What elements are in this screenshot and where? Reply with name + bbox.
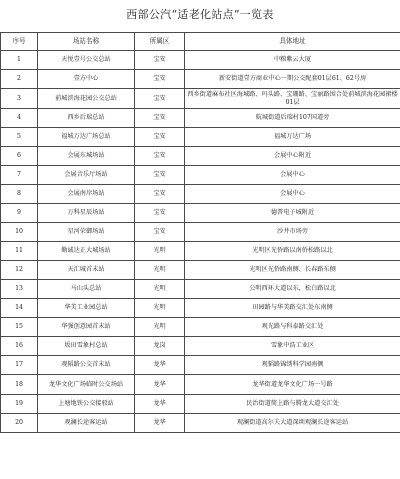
cell-district: 龙华 <box>135 356 185 375</box>
cell-station-name: 观澜长途客运站 <box>38 414 135 433</box>
cell-district: 光明 <box>135 261 185 280</box>
column-header-address: 具体地址 <box>185 33 400 51</box>
cell-no: 7 <box>1 166 38 185</box>
cell-station-name: 福城万达广场总站 <box>38 128 135 147</box>
cell-address: 龙华街道龙华文化广场一号路 <box>185 375 400 395</box>
cell-district: 宝安 <box>135 223 185 242</box>
cell-no: 13 <box>1 280 38 299</box>
cell-address: 福城万达广场 <box>185 128 400 147</box>
cell-address: 德普电子城附近 <box>185 204 400 223</box>
cell-station-name: 华强创意园首末站 <box>38 318 135 337</box>
cell-district: 宝安 <box>135 204 185 223</box>
cell-address: 民治街道简上路与腾龙大道交汇处 <box>185 395 400 414</box>
cell-district: 龙华 <box>135 414 185 433</box>
cell-no: 12 <box>1 261 38 280</box>
table-row <box>1 356 400 375</box>
cell-no: 2 <box>1 70 38 89</box>
cell-address: 新安街道壹方商业中心一期公交配套01层61、62号房 <box>185 70 400 89</box>
cell-address: 公明西环大道以东，松白路以北 <box>185 280 400 299</box>
cell-station-name: 上塘地铁公交接驳站 <box>38 395 135 414</box>
cell-station-name: 勤诚达正大城场站 <box>38 242 135 261</box>
cell-district: 宝安 <box>135 51 185 70</box>
cell-district: 光明 <box>135 242 185 261</box>
table-row <box>1 299 400 318</box>
table-body <box>1 51 400 433</box>
table-row <box>1 89 400 109</box>
column-header-name: 场站名称 <box>38 33 135 51</box>
cell-address: 观澜街道高尔夫大道深圳观澜长途客运站 <box>185 414 400 433</box>
cell-district: 宝安 <box>135 128 185 147</box>
cell-station-name: 星河荣御场站 <box>38 223 135 242</box>
cell-no: 1 <box>1 51 38 70</box>
table-row <box>1 128 400 147</box>
table-row <box>1 261 400 280</box>
table-row <box>1 185 400 204</box>
cell-no: 10 <box>1 223 38 242</box>
cell-no: 18 <box>1 375 38 395</box>
cell-no: 5 <box>1 128 38 147</box>
table-row <box>1 318 400 337</box>
stations-table <box>0 32 400 433</box>
cell-address: 光明区光侨路以南侨松路以北 <box>185 242 400 261</box>
cell-station-name: 天悦壹号公交总站 <box>38 51 135 70</box>
table-row <box>1 166 400 185</box>
cell-station-name: 龙华文化广场临时公交场站 <box>38 375 135 395</box>
cell-address: 光明区光侨路南侧、长春路东侧 <box>185 261 400 280</box>
cell-address: 沙井市场旁 <box>185 223 400 242</box>
table-row <box>1 414 400 433</box>
cell-station-name: 坂田雪象村总站 <box>38 337 135 356</box>
cell-no: 17 <box>1 356 38 375</box>
cell-station-name: 天汇城首末站 <box>38 261 135 280</box>
cell-station-name: 前城滨海花园公交总站 <box>38 89 135 109</box>
cell-no: 11 <box>1 242 38 261</box>
table-row <box>1 395 400 414</box>
cell-address: 观光路与科泰路交汇处 <box>185 318 400 337</box>
cell-station-name: 万科星辰场站 <box>38 204 135 223</box>
table-row <box>1 242 400 261</box>
cell-district: 龙华 <box>135 375 185 395</box>
cell-address: 雪象中浩工业区 <box>185 337 400 356</box>
cell-district: 龙华 <box>135 395 185 414</box>
cell-station-name: 会展音乐厅场站 <box>38 166 135 185</box>
cell-station-name: 华美工业园总站 <box>38 299 135 318</box>
table-row <box>1 375 400 395</box>
cell-station-name: 西乡后瑞总站 <box>38 109 135 128</box>
table-row <box>1 280 400 299</box>
cell-address: 田园路与华美路交汇处东南侧 <box>185 299 400 318</box>
cell-no: 6 <box>1 147 38 166</box>
cell-district: 宝安 <box>135 89 185 109</box>
cell-district: 光明 <box>135 280 185 299</box>
cell-address: 会展中心附近 <box>185 147 400 166</box>
table-row <box>1 337 400 356</box>
cell-district: 宝安 <box>135 185 185 204</box>
cell-no: 3 <box>1 89 38 109</box>
cell-no: 19 <box>1 395 38 414</box>
table-row <box>1 204 400 223</box>
table-row <box>1 147 400 166</box>
cell-no: 15 <box>1 318 38 337</box>
cell-address: 中粮紫云大厦 <box>185 51 400 70</box>
table-row <box>1 223 400 242</box>
cell-station-name: 会展东城场站 <box>38 147 135 166</box>
cell-no: 20 <box>1 414 38 433</box>
table-row <box>1 70 400 89</box>
cell-district: 宝安 <box>135 70 185 89</box>
cell-station-name: 壹方中心 <box>38 70 135 89</box>
table-header-row <box>1 33 400 51</box>
cell-address: 会展中心 <box>185 185 400 204</box>
cell-district: 宝安 <box>135 147 185 166</box>
cell-station-name: 马山头总站 <box>38 280 135 299</box>
cell-station-name: 观韬路公交首末站 <box>38 356 135 375</box>
cell-district: 宝安 <box>135 109 185 128</box>
cell-no: 4 <box>1 109 38 128</box>
cell-address: 观韬路锦绣科学园南侧 <box>185 356 400 375</box>
cell-district: 宝安 <box>135 166 185 185</box>
cell-no: 16 <box>1 337 38 356</box>
cell-address: 会展中心 <box>185 166 400 185</box>
table-row <box>1 109 400 128</box>
cell-district: 光明 <box>135 299 185 318</box>
column-header-district: 所属区 <box>135 33 185 51</box>
cell-district: 光明 <box>135 318 185 337</box>
cell-district: 龙岗 <box>135 337 185 356</box>
cell-no: 9 <box>1 204 38 223</box>
cell-address: 航城街道后瑞村107国道旁 <box>185 109 400 128</box>
cell-station-name: 会展南岸场站 <box>38 185 135 204</box>
cell-no: 14 <box>1 299 38 318</box>
document-title: 西部公汽“适老化站点”一览表 <box>126 8 274 21</box>
table-row <box>1 51 400 70</box>
cell-no: 8 <box>1 185 38 204</box>
cell-address: 西乡街道麻布社区海城路、玛头路、宝珊路、宝丽路围合处前城滨海花园裙楼01层 <box>185 89 400 109</box>
column-header-no: 序号 <box>1 33 38 51</box>
